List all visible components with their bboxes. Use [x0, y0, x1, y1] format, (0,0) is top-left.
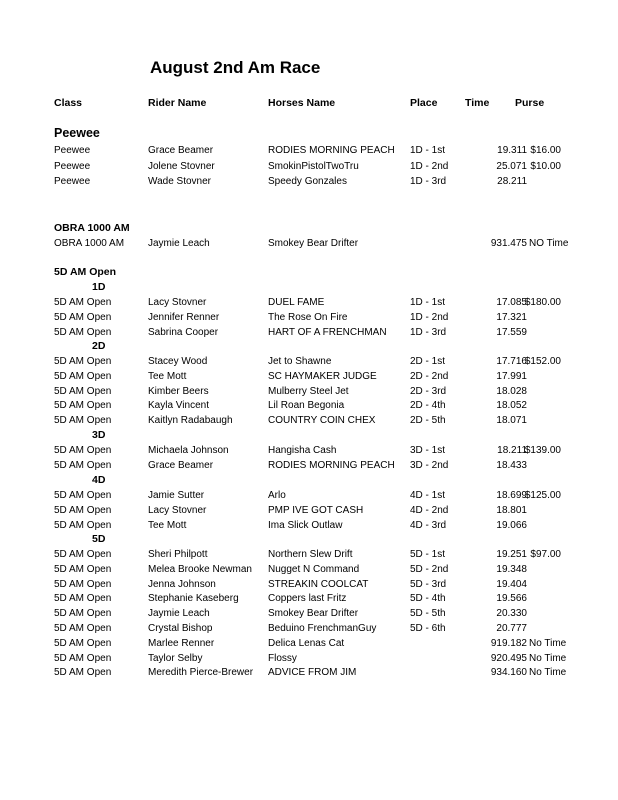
table-row — [0, 519, 618, 533]
cell-time: 17.085 — [496, 297, 527, 308]
table-row — [0, 637, 618, 651]
cell-purse: $139.00 — [524, 445, 561, 456]
cell-class: Peewee — [54, 176, 91, 188]
cell-place: 4D - 1st — [410, 490, 446, 501]
cell-rider-name: Stephanie Kaseberg — [148, 593, 239, 605]
cell-class: 5D AM Open — [54, 356, 112, 367]
cell-rider-name: Sabrina Cooper — [148, 326, 219, 338]
cell-class: 5D AM Open — [54, 504, 112, 516]
cell-time: 25.071 — [496, 160, 527, 172]
cell-class: 5D AM Open — [54, 326, 112, 338]
cell-horses-name: The Rose On Fire — [268, 311, 348, 323]
cell-horses-name: SC HAYMAKER JUDGE — [268, 370, 377, 382]
cell-horses-name: DUEL FAME — [268, 297, 325, 308]
cell-horses-name: Coppers last Fritz — [268, 593, 347, 605]
cell-class: Peewee — [54, 160, 91, 172]
cell-rider-name: Jaymie Leach — [148, 238, 210, 249]
table-row — [0, 548, 618, 562]
cell-class: OBRA 1000 AM — [54, 238, 125, 249]
cell-horses-name: Smokey Bear Drifter — [268, 238, 359, 249]
cell-time: 18.801 — [496, 504, 527, 516]
cell-place: 2D - 4th — [410, 400, 446, 412]
header-horses-name: Horses Name — [268, 97, 336, 109]
cell-place: 5D - 2nd — [410, 563, 449, 575]
cell-horses-name: STREAKIN COOLCAT — [268, 578, 369, 590]
cell-place: 2D - 5th — [410, 415, 446, 427]
cell-purse: $152.00 — [524, 356, 561, 367]
cell-place: 1D - 2nd — [410, 311, 449, 323]
cell-horses-name: Northern Slew Drift — [268, 549, 353, 560]
cell-class: 5D AM Open — [54, 445, 112, 456]
cell-time: 19.311 — [497, 145, 527, 156]
table-row — [0, 504, 618, 518]
table-row — [0, 578, 618, 592]
section-title-5d-am-open: 5D AM Open — [54, 266, 117, 278]
cell-class: 5D AM Open — [54, 593, 112, 605]
cell-class: 5D AM Open — [54, 311, 112, 323]
cell-rider-name: Taylor Selby — [148, 652, 203, 664]
table-row — [0, 144, 618, 158]
cell-rider-name: Grace Beamer — [148, 145, 214, 156]
cell-class: 5D AM Open — [54, 519, 112, 531]
header-rider-name: Rider Name — [148, 97, 207, 109]
header-place: Place — [410, 97, 438, 109]
cell-rider-name: Kaitlyn Radabaugh — [148, 415, 233, 427]
cell-purse: No Time — [529, 637, 567, 649]
column-headers — [0, 96, 618, 110]
cell-class: 5D AM Open — [54, 667, 112, 679]
cell-class: 5D AM Open — [54, 459, 112, 471]
cell-rider-name: Meredith Pierce-Brewer — [148, 667, 254, 679]
cell-place: 1D - 1st — [410, 145, 446, 156]
cell-place: 1D - 2nd — [410, 160, 449, 172]
cell-time: 934.160 — [490, 667, 527, 679]
cell-horses-name: Hangisha Cash — [268, 445, 337, 456]
cell-class: Peewee — [54, 145, 91, 156]
cell-time: 19.566 — [496, 593, 527, 605]
cell-rider-name: Lacy Stovner — [148, 297, 207, 308]
cell-place: 5D - 5th — [410, 608, 446, 620]
cell-purse: $125.00 — [524, 490, 561, 501]
cell-rider-name: Jamie Sutter — [148, 490, 205, 501]
header-purse: Purse — [515, 97, 545, 109]
cell-rider-name: Kayla Vincent — [148, 400, 209, 412]
header-time: Time — [465, 97, 490, 109]
cell-time: 18.699 — [496, 490, 527, 501]
cell-place: 3D - 1st — [410, 445, 446, 456]
cell-class: 5D AM Open — [54, 490, 112, 501]
table-row — [0, 489, 618, 503]
cell-time: 931.475 — [490, 238, 527, 249]
table-row — [0, 592, 618, 606]
cell-horses-name: Speedy Gonzales — [268, 176, 347, 188]
cell-horses-name: Jet to Shawne — [268, 356, 332, 367]
cell-time: 18.211 — [497, 445, 527, 456]
cell-horses-name: Smokey Bear Drifter — [268, 608, 359, 620]
cell-class: 5D AM Open — [54, 563, 112, 575]
cell-class: 5D AM Open — [54, 549, 112, 560]
cell-rider-name: Jennifer Renner — [148, 311, 220, 323]
cell-horses-name: Ima Slick Outlaw — [268, 519, 343, 531]
cell-class: 5D AM Open — [54, 578, 112, 590]
division-label-4d: 4D — [92, 474, 106, 486]
cell-horses-name: Flossy — [268, 652, 297, 664]
cell-rider-name: Marlee Renner — [148, 637, 215, 649]
cell-horses-name: COUNTRY COIN CHEX — [268, 415, 376, 427]
cell-class: 5D AM Open — [54, 608, 112, 620]
cell-horses-name: RODIES MORNING PEACH — [268, 459, 395, 471]
cell-time: 19.251 — [496, 549, 527, 560]
cell-time: 17.559 — [496, 326, 527, 338]
cell-place: 5D - 6th — [410, 623, 446, 634]
cell-purse: No Time — [529, 667, 567, 679]
table-row — [0, 622, 618, 636]
table-row — [0, 160, 618, 174]
division-label-5d: 5D — [92, 533, 106, 545]
cell-rider-name: Melea Brooke Newman — [148, 563, 252, 575]
cell-rider-name: Grace Beamer — [148, 459, 214, 471]
cell-place: 5D - 4th — [410, 593, 446, 605]
cell-horses-name: PMP IVE GOT CASH — [268, 504, 364, 516]
cell-place: 2D - 3rd — [410, 385, 447, 397]
cell-time: 17.991 — [496, 370, 527, 382]
cell-time: 19.404 — [496, 578, 527, 590]
cell-time: 17.321 — [496, 311, 527, 323]
cell-purse: $97.00 — [530, 549, 561, 560]
cell-place: 1D - 3rd — [410, 326, 447, 338]
table-row — [0, 237, 618, 251]
table-row — [0, 385, 618, 399]
cell-place: 1D - 1st — [410, 297, 446, 308]
cell-time: 920.495 — [490, 652, 527, 664]
table-row — [0, 399, 618, 413]
cell-place: 4D - 2nd — [410, 504, 449, 516]
cell-place: 2D - 2nd — [410, 370, 449, 382]
table-row — [0, 444, 618, 458]
cell-horses-name: RODIES MORNING PEACH — [268, 145, 395, 156]
table-row — [0, 296, 618, 310]
cell-purse: $10.00 — [530, 160, 561, 172]
cell-place: 5D - 1st — [410, 549, 446, 560]
cell-rider-name: Michaela Johnson — [148, 445, 229, 456]
cell-class: 5D AM Open — [54, 415, 112, 427]
cell-rider-name: Stacey Wood — [148, 356, 208, 367]
cell-place: 3D - 2nd — [410, 459, 449, 471]
cell-purse: No Time — [529, 652, 567, 664]
table-row — [0, 175, 618, 189]
table-row — [0, 666, 618, 680]
cell-class: 5D AM Open — [54, 637, 112, 649]
cell-place: 5D - 3rd — [410, 578, 447, 590]
cell-horses-name: Arlo — [268, 490, 286, 501]
cell-time: 19.066 — [496, 519, 527, 531]
cell-time: 20.330 — [496, 608, 527, 620]
cell-horses-name: Mulberry Steel Jet — [268, 385, 349, 397]
cell-rider-name: Tee Mott — [148, 519, 187, 531]
cell-horses-name: SmokinPistolTwoTru — [268, 160, 359, 172]
cell-rider-name: Sheri Philpott — [148, 549, 208, 560]
cell-horses-name: Beduino FrenchmanGuy — [268, 623, 377, 634]
cell-class: 5D AM Open — [54, 385, 112, 397]
cell-time: 20.777 — [496, 623, 527, 634]
cell-rider-name: Jenna Johnson — [148, 578, 216, 590]
cell-rider-name: Kimber Beers — [148, 385, 209, 397]
header-class: Class — [54, 97, 83, 109]
cell-rider-name: Wade Stovner — [148, 176, 211, 188]
cell-horses-name: Lil Roan Begonia — [268, 400, 345, 412]
cell-rider-name: Tee Mott — [148, 370, 187, 382]
cell-purse: NO Time — [529, 238, 569, 249]
cell-place: 1D - 3rd — [410, 176, 447, 188]
section-title-obra: OBRA 1000 AM — [54, 222, 130, 234]
cell-class: 5D AM Open — [54, 297, 112, 308]
cell-time: 18.071 — [496, 415, 527, 427]
cell-rider-name: Crystal Bishop — [148, 623, 213, 634]
cell-horses-name: Delica Lenas Cat — [268, 637, 345, 649]
cell-time: 19.348 — [496, 563, 527, 575]
cell-time: 17.716 — [496, 356, 527, 367]
table-row — [0, 311, 618, 325]
cell-class: 5D AM Open — [54, 652, 112, 664]
cell-purse: $16.00 — [530, 145, 561, 156]
cell-place: 4D - 3rd — [410, 519, 447, 531]
cell-purse: $180.00 — [524, 297, 561, 308]
cell-horses-name: Nugget N Command — [268, 563, 360, 575]
cell-rider-name: Jaymie Leach — [148, 608, 210, 620]
cell-rider-name: Lacy Stovner — [148, 504, 207, 516]
cell-time: 18.433 — [496, 459, 527, 471]
table-row — [0, 370, 618, 384]
cell-class: 5D AM Open — [54, 370, 112, 382]
cell-class: 5D AM Open — [54, 623, 112, 634]
cell-class: 5D AM Open — [54, 400, 112, 412]
division-label-1d: 1D — [92, 281, 106, 293]
cell-time: 18.052 — [496, 400, 527, 412]
cell-horses-name: HART OF A FRENCHMAN — [268, 326, 387, 338]
table-row — [0, 414, 618, 428]
cell-place: 2D - 1st — [410, 356, 446, 367]
table-row — [0, 459, 618, 473]
table-row — [0, 355, 618, 369]
division-label-2d: 2D — [92, 340, 106, 352]
page-title: August 2nd Am Race — [150, 58, 321, 77]
table-row — [0, 563, 618, 577]
cell-time: 18.028 — [496, 385, 527, 397]
section-title-peewee: Peewee — [54, 126, 100, 140]
cell-time: 919.182 — [490, 637, 527, 649]
table-row — [0, 326, 618, 340]
cell-time: 28.211 — [497, 176, 527, 188]
table-row — [0, 607, 618, 621]
division-label-3d: 3D — [92, 429, 106, 441]
cell-horses-name: ADVICE FROM JIM — [268, 667, 357, 679]
cell-rider-name: Jolene Stovner — [148, 160, 215, 172]
table-row — [0, 652, 618, 666]
